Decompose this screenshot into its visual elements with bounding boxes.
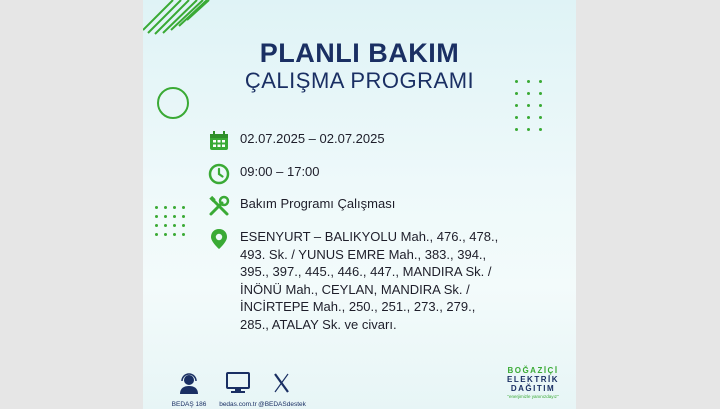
date-range: 02.07.2025 – 02.07.2025 [240, 131, 385, 146]
x-logo-icon [257, 372, 307, 394]
phone-label: BEDAŞ 186 [171, 401, 207, 408]
time-range: 09:00 – 17:00 [240, 164, 320, 179]
clock-icon [208, 163, 230, 185]
address-line: 395., 397., 445., 446., 447., MANDIRA Sk. / [240, 264, 492, 279]
address-block [240, 228, 515, 333]
address-line: İNÖNÜ Mah., CEYLAN, MANDIRA Sk. / [240, 281, 470, 297]
web-label: bedas.com.tr [219, 401, 257, 408]
work-type: Bakım Programı Çalışması [240, 196, 396, 211]
page-subtitle: ÇALIŞMA PROGRAMI [244, 68, 475, 93]
social-label: @BEDASdestek [258, 401, 306, 408]
logo-slogan: "enerjimizle yanınızdayız" [507, 394, 559, 399]
work-type-row [208, 195, 395, 217]
footer-phone [171, 372, 207, 408]
location-pin-icon [208, 228, 230, 250]
address-row [208, 228, 515, 333]
logo-line: DAĞITIM [510, 384, 556, 393]
logo-line: BOĞAZİÇİ [507, 366, 559, 375]
headset-icon [171, 372, 207, 394]
logo-line: ELEKTRİK [507, 375, 559, 384]
footer-social [257, 372, 307, 408]
announcement-card [143, 0, 576, 409]
address-line: İNCİRTEPE Mah., 250., 251., 273., 279., [240, 299, 476, 314]
address-line: 285., ATALAY Sk. ve civarı. [240, 316, 397, 332]
address-line: 493. Sk. / YUNUS EMRE Mah., 383., 394., [240, 246, 487, 262]
company-logo [505, 366, 561, 399]
date-row [208, 130, 385, 152]
page-title: PLANLI BAKIM [259, 38, 460, 68]
calendar-icon [208, 130, 230, 152]
address-line: ESENYURT – BALIKYOLU Mah., 476., 478., [240, 229, 499, 244]
time-row [208, 163, 320, 185]
monitor-icon [218, 372, 258, 394]
footer-web [218, 372, 258, 408]
tools-icon [208, 195, 230, 217]
decorative-stripes [143, 0, 223, 40]
